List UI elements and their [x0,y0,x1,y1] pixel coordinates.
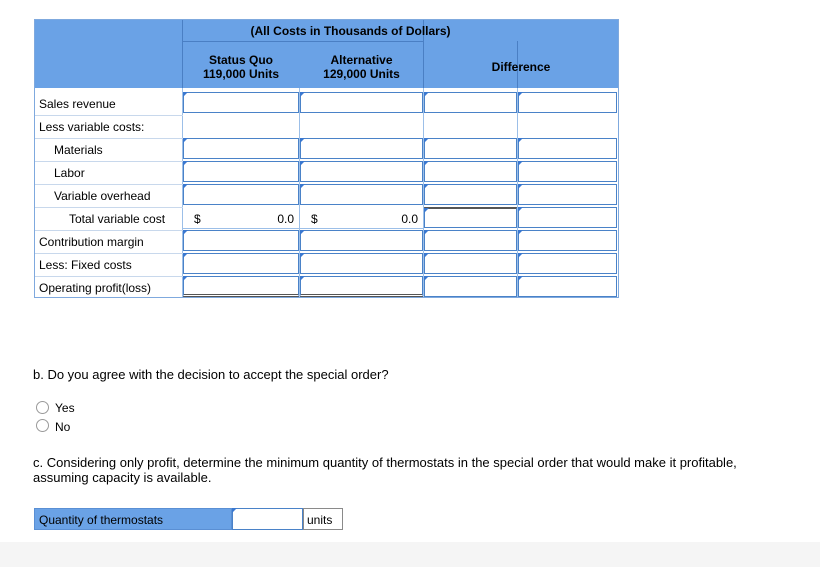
header-difference: Difference [491,60,551,74]
question-b-text: b. Do you agree with the decision to accept the special order? [33,367,389,382]
materials-status-quo-input[interactable] [183,138,299,159]
row-label-less-fixed-costs: Less: Fixed costs [39,258,132,272]
radio-no[interactable] [36,419,49,432]
question-c-text-line2: assuming capacity is available. [33,470,212,485]
row-label-labor: Labor [54,166,85,180]
row-label-contribution-margin: Contribution margin [39,235,144,249]
materials-difference-input[interactable] [424,138,517,159]
total-variable-cost-difference-input[interactable] [424,207,517,228]
contribution-margin-difference-input[interactable] [424,230,517,251]
fixed-costs-difference-input-2[interactable] [518,253,617,274]
fixed-costs-alternative-input[interactable] [300,253,423,274]
header-status-quo: Status Quo [208,53,273,67]
sales-revenue-difference-input-2[interactable] [518,92,617,113]
materials-difference-input-2[interactable] [518,138,617,159]
row-sep [35,161,183,162]
question-c-text-line1: c. Considering only profit, determine the minimum quantity of thermostats in the special order that would make it profitable, [33,455,737,470]
total-variable-cost-alternative-currency: $ [311,212,318,226]
radio-yes[interactable] [36,401,49,414]
variable-overhead-difference-input[interactable] [424,184,517,205]
row-label-variable-overhead: Variable overhead [54,189,151,203]
fixed-costs-status-quo-input[interactable] [183,253,299,274]
operating-profit-difference-input-2[interactable] [518,276,617,297]
labor-alternative-input[interactable] [300,161,423,182]
labor-status-quo-input[interactable] [183,161,299,182]
total-variable-cost-underline [183,228,423,229]
contribution-margin-difference-input-2[interactable] [518,230,617,251]
sales-revenue-status-quo-input[interactable] [183,92,299,113]
total-variable-cost-difference-input-2[interactable] [518,207,617,228]
header-alternative-units: 129,000 Units [323,67,400,81]
radio-yes-label[interactable]: Yes [55,401,75,415]
quantity-of-thermostats-input[interactable] [232,508,303,530]
row-sep [35,253,183,254]
materials-alternative-input[interactable] [300,138,423,159]
row-label-materials: Materials [54,143,103,157]
row-label-operating-profit: Operating profit(loss) [39,281,152,295]
row-sep [35,207,183,208]
header-divider [182,41,423,42]
header-alternative: Alternative [330,53,393,67]
bottom-band [0,542,820,567]
total-variable-cost-alternative-value: 0.0 [401,212,418,226]
contribution-margin-alternative-input[interactable] [300,230,423,251]
variable-overhead-status-quo-input[interactable] [183,184,299,205]
operating-profit-alternative-input[interactable] [300,276,423,297]
labor-difference-input-2[interactable] [518,161,617,182]
units-label: units [307,513,333,527]
operating-profit-status-quo-input[interactable] [183,276,299,297]
header-status-quo-units: 119,000 Units [202,67,280,81]
row-sep [35,230,183,231]
row-sep [35,115,183,116]
sales-revenue-difference-input[interactable] [424,92,517,113]
labor-difference-input[interactable] [424,161,517,182]
variable-overhead-difference-input-2[interactable] [518,184,617,205]
row-label-total-variable-cost: Total variable cost [69,212,166,226]
header-group-title: (All Costs in Thousands of Dollars) [250,24,451,38]
total-variable-cost-status-quo-currency: $ [194,212,201,226]
radio-no-label[interactable]: No [55,420,71,434]
quantity-of-thermostats-label: Quantity of thermostats [39,513,164,527]
total-variable-cost-status-quo-value: 0.0 [277,212,294,226]
row-label-less-variable-costs: Less variable costs: [39,120,145,134]
fixed-costs-difference-input[interactable] [424,253,517,274]
contribution-margin-status-quo-input[interactable] [183,230,299,251]
variable-overhead-alternative-input[interactable] [300,184,423,205]
row-sep [35,184,183,185]
row-sep [35,138,183,139]
sales-revenue-alternative-input[interactable] [300,92,423,113]
row-sep [35,276,183,277]
row-label-sales-revenue: Sales revenue [39,97,116,111]
operating-profit-difference-input[interactable] [424,276,517,297]
